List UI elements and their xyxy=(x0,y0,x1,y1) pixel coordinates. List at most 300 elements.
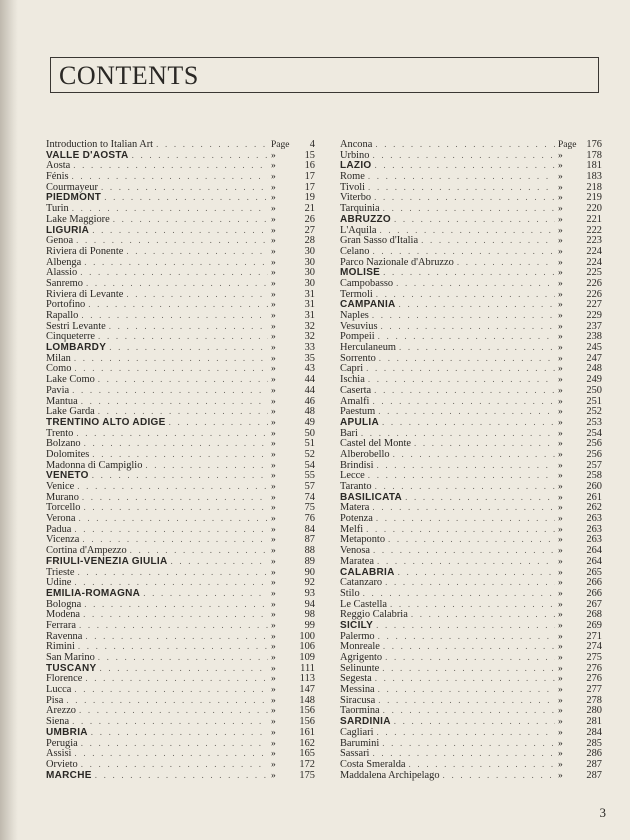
dot-leader xyxy=(399,299,555,310)
toc-entry xyxy=(340,534,602,545)
dot-leader xyxy=(82,492,268,503)
dot-leader xyxy=(74,353,268,364)
toc-entry-separator: » xyxy=(558,257,563,268)
toc-entry-separator: » xyxy=(558,685,563,696)
toc-entry-name: Vesuvius xyxy=(340,320,378,332)
toc-entry-separator: » xyxy=(558,556,563,567)
toc-entry-name: Vicenza xyxy=(46,534,80,546)
toc-region-entry xyxy=(46,470,315,481)
toc-entry-separator: » xyxy=(558,578,563,589)
toc-entry-name: FRIULI-VENEZIA GIULIA xyxy=(46,555,168,567)
dot-leader xyxy=(99,663,268,674)
dot-leader xyxy=(388,534,555,545)
toc-entry-page: 219 xyxy=(586,192,602,204)
dot-leader xyxy=(363,588,555,599)
toc-entry xyxy=(46,214,315,225)
toc-entry-page: 17 xyxy=(304,181,315,193)
toc-entry-page: 275 xyxy=(586,652,602,663)
toc-entry-separator: » xyxy=(271,332,276,343)
toc-entry xyxy=(46,695,315,706)
toc-entry-name: Ancona xyxy=(340,139,373,150)
dot-leader xyxy=(76,428,268,439)
toc-entry xyxy=(340,770,602,781)
dot-leader xyxy=(383,641,555,652)
toc-entry-page: 87 xyxy=(304,534,315,546)
toc-entry xyxy=(46,460,315,471)
toc-entry-separator: » xyxy=(271,631,276,642)
toc-entry-page: 250 xyxy=(586,384,602,396)
toc-entry-name: PIEDMONT xyxy=(46,192,102,204)
toc-entry xyxy=(46,428,315,439)
toc-entry-page: 176 xyxy=(586,139,602,150)
toc-entry-name: Pisa xyxy=(46,694,64,706)
toc-entry-page: 165 xyxy=(299,748,315,760)
toc-entry-page: 26 xyxy=(304,213,315,225)
toc-entry xyxy=(340,278,602,289)
dot-leader xyxy=(113,214,268,225)
toc-entry-name: Milan xyxy=(46,352,71,364)
dot-leader xyxy=(79,705,268,716)
dot-leader xyxy=(72,203,268,214)
toc-entry xyxy=(340,363,602,374)
toc-entry-separator: » xyxy=(271,727,276,738)
dot-leader xyxy=(375,673,555,684)
toc-entry-page: 49 xyxy=(304,416,315,428)
dot-leader xyxy=(378,406,555,417)
toc-entry-name: Genoa xyxy=(46,235,74,247)
toc-entry-separator: » xyxy=(558,717,563,728)
dot-leader xyxy=(84,257,268,268)
toc-entry-name: TRENTINO ALTO ADIGE xyxy=(46,416,166,428)
toc-entry-page: 178 xyxy=(586,149,602,161)
toc-entry-name: Capri xyxy=(340,363,364,375)
toc-entry-name: MOLISE xyxy=(340,267,381,279)
dot-leader xyxy=(95,770,268,781)
toc-entry xyxy=(340,331,602,342)
toc-entry-page: 43 xyxy=(304,363,315,375)
dot-leader xyxy=(72,716,268,727)
toc-entry-name: CALABRIA xyxy=(340,566,395,578)
toc-entry-name: Albenga xyxy=(46,256,82,268)
toc-entry-name: Costa Smeralda xyxy=(340,758,406,770)
toc-entry xyxy=(340,182,602,193)
toc-entry-page: 35 xyxy=(304,352,315,364)
toc-entry-name: Modena xyxy=(46,609,81,621)
toc-entry-name: Fénis xyxy=(46,171,69,183)
toc-entry-name: VALLE D'AOSTA xyxy=(46,149,129,161)
toc-entry-page: 287 xyxy=(586,758,602,770)
toc-entry xyxy=(46,278,315,289)
toc-entry-separator: » xyxy=(271,620,276,631)
toc-entry-name: LAZIO xyxy=(340,160,372,172)
toc-entry-page: 274 xyxy=(586,641,602,653)
toc-entry-page: 175 xyxy=(299,769,315,781)
toc-entry-page: 271 xyxy=(586,630,602,642)
toc-entry-name: EMILIA-ROMAGNA xyxy=(46,587,141,599)
dot-leader xyxy=(405,492,555,503)
toc-entry xyxy=(46,160,315,171)
toc-entry-page: 258 xyxy=(586,470,602,482)
toc-entry-name: Celano xyxy=(340,245,370,257)
dot-leader xyxy=(81,396,268,407)
dot-leader xyxy=(457,257,555,268)
toc-entry xyxy=(340,235,602,246)
dot-leader xyxy=(421,235,555,246)
toc-entry-page: 44 xyxy=(304,374,315,386)
toc-entry xyxy=(46,406,315,417)
toc-entry-page: 218 xyxy=(586,181,602,193)
toc-entry-separator: » xyxy=(271,268,276,279)
toc-entry-separator: » xyxy=(558,471,563,482)
toc-region-entry xyxy=(46,150,315,161)
toc-entry-name: Brindisi xyxy=(340,459,374,471)
dot-leader xyxy=(376,727,555,738)
toc-entry-name: Introduction to Italian Art xyxy=(46,139,154,150)
toc-entry-page: 225 xyxy=(586,267,602,279)
dot-leader xyxy=(72,385,268,396)
toc-entry-separator: » xyxy=(271,717,276,728)
toc-entry-name: Tivoli xyxy=(340,181,366,193)
toc-entry xyxy=(46,599,315,610)
toc-entry-page: 286 xyxy=(586,748,602,760)
toc-entry xyxy=(46,374,315,385)
toc-region-entry xyxy=(340,492,602,503)
toc-entry-page: 183 xyxy=(586,171,602,183)
dot-leader xyxy=(382,738,555,749)
toc-entry-separator: » xyxy=(271,642,276,653)
toc-entry-page: 277 xyxy=(586,684,602,696)
dot-leader xyxy=(378,331,555,342)
toc-entry-separator: » xyxy=(558,385,563,396)
toc-entry-name: Trieste xyxy=(46,566,75,578)
toc-entry-separator: » xyxy=(271,182,276,193)
dot-leader xyxy=(383,267,555,278)
toc-entry-separator: » xyxy=(558,375,563,386)
dot-leader xyxy=(390,599,555,610)
toc-entry xyxy=(340,289,602,300)
dot-leader xyxy=(376,620,555,631)
toc-entry-name: Murano xyxy=(46,491,79,503)
toc-entry xyxy=(340,171,602,182)
toc-entry-separator: » xyxy=(271,524,276,535)
toc-entry-separator: » xyxy=(558,311,563,321)
toc-entry-name: Reggio Calabria xyxy=(340,609,408,621)
toc-entry xyxy=(46,203,315,214)
toc-entry xyxy=(340,257,602,268)
toc-entry-page: 263 xyxy=(586,534,602,546)
dot-leader xyxy=(109,342,268,353)
dot-leader xyxy=(81,759,268,770)
toc-entry-page: 224 xyxy=(586,256,602,268)
toc-entry-page: 93 xyxy=(304,587,315,599)
toc-entry-separator: » xyxy=(558,289,563,300)
toc-entry xyxy=(46,481,315,492)
toc-entry-name: BASILICATA xyxy=(340,491,403,503)
toc-entry-separator: » xyxy=(558,417,563,428)
toc-entry-page: 100 xyxy=(299,630,315,642)
toc-region-entry xyxy=(340,160,602,171)
toc-entry-name: Palermo xyxy=(340,630,375,642)
toc-entry-separator: » xyxy=(558,695,563,706)
toc-entry-separator: » xyxy=(271,439,276,450)
toc-region-entry xyxy=(46,556,315,567)
toc-entry-name: Gran Sasso d'Italia xyxy=(340,235,419,247)
toc-entry-page: 222 xyxy=(586,224,602,236)
toc-entry-name: Sorrento xyxy=(340,352,376,364)
toc-entry xyxy=(340,673,602,684)
toc-entry-page: 33 xyxy=(304,342,315,354)
toc-entry-name: Taormina xyxy=(340,705,380,717)
toc-entry-separator: » xyxy=(558,268,563,279)
toc-entry-page: 111 xyxy=(300,662,315,674)
toc-entry-name: LOMBARDY xyxy=(46,342,107,354)
toc-entry xyxy=(46,331,315,342)
toc-entry-page: 238 xyxy=(586,331,602,343)
toc-entry xyxy=(46,545,315,556)
toc-entry xyxy=(340,738,602,749)
toc-entry-page: 148 xyxy=(299,694,315,706)
page-binding-shadow xyxy=(0,0,18,840)
toc-entry-page: 237 xyxy=(586,320,602,332)
toc-entry xyxy=(340,246,602,257)
toc-entry-separator: » xyxy=(271,460,276,471)
toc-entry xyxy=(340,438,602,449)
toc-entry-page: 75 xyxy=(304,502,315,514)
toc-entry xyxy=(46,182,315,193)
dot-leader xyxy=(376,513,555,524)
toc-entry-separator: » xyxy=(558,620,563,631)
toc-entry-separator: » xyxy=(558,482,563,492)
toc-entry xyxy=(340,652,602,663)
toc-entry-separator: » xyxy=(558,653,563,663)
toc-entry-name: SARDINIA xyxy=(340,716,391,728)
toc-entry xyxy=(340,192,602,203)
toc-entry-page: 285 xyxy=(586,737,602,749)
toc-entry-name: Riviera di Levante xyxy=(46,288,124,300)
toc-entry-name: Siena xyxy=(46,716,70,728)
toc-entry-page: 276 xyxy=(586,662,602,674)
dot-leader xyxy=(98,652,268,663)
dot-leader xyxy=(170,556,268,567)
toc-entry-page: 248 xyxy=(586,363,602,375)
toc-entry-separator: » xyxy=(558,503,563,514)
toc-entry-name: Viterbo xyxy=(340,192,372,204)
toc-region-entry xyxy=(340,620,602,631)
toc-entry xyxy=(340,545,602,556)
toc-entry-name: Caserta xyxy=(340,384,372,396)
toc-entry xyxy=(46,246,315,257)
toc-entry xyxy=(340,310,602,321)
toc-entry-separator: » xyxy=(558,706,563,717)
dot-leader xyxy=(74,748,268,759)
toc-entry xyxy=(46,449,315,460)
toc-entry-separator: » xyxy=(271,407,276,418)
dot-leader xyxy=(366,363,555,374)
dot-leader xyxy=(85,631,268,642)
toc-entry-name: Arezzo xyxy=(46,705,76,717)
toc-entry-page: 223 xyxy=(586,235,602,247)
toc-entry-name: TUSCANY xyxy=(46,662,97,674)
toc-entry-page: 32 xyxy=(304,331,315,343)
toc-entry-page: 31 xyxy=(304,299,315,311)
dot-leader xyxy=(368,374,555,385)
dot-leader xyxy=(376,289,555,300)
toc-entry-name: APULIA xyxy=(340,416,380,428)
toc-entry-separator: » xyxy=(271,471,276,482)
toc-entry xyxy=(46,705,315,716)
dot-leader xyxy=(79,620,268,631)
contents-column-right xyxy=(340,139,602,780)
toc-entry xyxy=(46,438,315,449)
toc-entry-page: 55 xyxy=(304,470,315,482)
toc-entry xyxy=(46,652,315,663)
dot-leader xyxy=(77,481,268,492)
toc-entry-separator: » xyxy=(558,193,563,204)
toc-entry xyxy=(340,577,602,588)
toc-entry-separator: » xyxy=(271,706,276,717)
dot-leader xyxy=(169,417,268,428)
dot-leader xyxy=(377,460,556,471)
toc-entry-name: Courmayeur xyxy=(46,181,98,193)
toc-entry-name: Perugia xyxy=(46,737,78,749)
toc-entry-separator: » xyxy=(271,674,276,685)
toc-entry xyxy=(340,599,602,610)
toc-entry xyxy=(46,235,315,246)
toc-entry-page: 252 xyxy=(586,406,602,418)
toc-entry-page: 181 xyxy=(586,160,602,172)
toc-entry-name: Maddalena Archipelago xyxy=(340,769,440,781)
dot-leader xyxy=(91,727,268,738)
toc-region-entry xyxy=(340,267,602,278)
toc-entry-page: 263 xyxy=(586,523,602,535)
toc-entry-separator: » xyxy=(558,225,563,236)
toc-entry-separator: » xyxy=(558,524,563,535)
toc-entry xyxy=(340,385,602,396)
toc-entry-page: 221 xyxy=(586,213,602,225)
toc-entry-name: Matera xyxy=(340,502,370,514)
toc-entry xyxy=(46,620,315,631)
toc-entry-name: Rapallo xyxy=(46,310,79,321)
dot-leader xyxy=(372,748,555,759)
toc-entry xyxy=(46,748,315,759)
toc-entry-name: Cinqueterre xyxy=(46,331,96,343)
toc-entry-name: Rimini xyxy=(46,641,75,653)
dot-leader xyxy=(83,502,268,513)
toc-entry-separator: » xyxy=(558,300,563,311)
toc-entry-separator: » xyxy=(558,321,563,332)
toc-entry-page: 109 xyxy=(299,652,315,663)
toc-entry-separator: » xyxy=(558,439,563,450)
toc-entry-name: Portofino xyxy=(46,299,86,311)
toc-entry-name: Campobasso xyxy=(340,277,394,289)
dot-leader xyxy=(74,524,268,535)
toc-entry xyxy=(340,631,602,642)
toc-entry-name: Maratea xyxy=(340,555,375,567)
toc-entry-name: Selinunte xyxy=(340,662,380,674)
toc-entry xyxy=(340,641,602,652)
toc-entry xyxy=(340,470,602,481)
toc-entry-name: Parco Nazionale d'Abruzzo xyxy=(340,256,454,268)
dot-leader xyxy=(109,321,268,332)
toc-entry-separator: » xyxy=(558,246,563,257)
toc-entry-page: 156 xyxy=(299,705,315,717)
toc-entry-separator: » xyxy=(271,482,276,492)
toc-entry xyxy=(340,225,602,236)
dot-leader xyxy=(76,235,268,246)
toc-entry-page: 220 xyxy=(586,203,602,215)
toc-entry xyxy=(340,705,602,716)
toc-entry-separator: » xyxy=(271,150,276,161)
toc-entry-page: 27 xyxy=(304,224,315,236)
toc-entry-name: Herculaneum xyxy=(340,342,396,354)
toc-region-entry xyxy=(46,727,315,738)
toc-entry-page: 287 xyxy=(586,769,602,781)
toc-entry-separator: » xyxy=(558,278,563,289)
dot-leader xyxy=(77,567,268,578)
dot-leader xyxy=(74,363,268,374)
dot-leader xyxy=(383,705,555,716)
dot-leader xyxy=(368,182,555,193)
toc-entry xyxy=(340,406,602,417)
toc-entry-name: Bolzano xyxy=(46,438,81,450)
toc-entry-separator: » xyxy=(271,311,276,321)
toc-entry xyxy=(340,748,602,759)
dot-leader xyxy=(394,214,555,225)
dot-leader xyxy=(382,417,555,428)
toc-entry-name: Segesta xyxy=(340,673,372,685)
toc-entry-separator: » xyxy=(558,642,563,653)
dot-leader xyxy=(92,225,268,236)
toc-entry-page: 30 xyxy=(304,277,315,289)
toc-entry-name: Lake Garda xyxy=(46,406,95,418)
toc-entry-separator: » xyxy=(558,514,563,525)
title-box xyxy=(50,57,599,93)
toc-entry xyxy=(46,353,315,364)
dot-leader xyxy=(380,225,556,236)
toc-entry-separator: » xyxy=(271,449,276,460)
toc-entry-separator: Page xyxy=(271,140,290,150)
toc-entry-separator: » xyxy=(271,514,276,525)
toc-entry-page: 263 xyxy=(586,513,602,525)
toc-entry-name: Ischia xyxy=(340,374,365,386)
toc-entry-separator: » xyxy=(271,214,276,225)
toc-entry-separator: » xyxy=(558,535,563,546)
toc-entry-name: Padua xyxy=(46,523,72,535)
toc-entry xyxy=(46,299,315,310)
toc-entry-separator: » xyxy=(271,535,276,546)
toc-entry-separator: » xyxy=(271,599,276,610)
toc-entry-page: 253 xyxy=(586,416,602,428)
toc-entry-separator: » xyxy=(558,449,563,460)
toc-entry-separator: » xyxy=(271,578,276,589)
toc-entry-name: Sestri Levante xyxy=(46,320,106,332)
toc-entry-name: Florence xyxy=(46,673,83,685)
toc-entry-name: Orvieto xyxy=(46,758,78,770)
dot-leader xyxy=(443,770,555,781)
toc-entry-page: 52 xyxy=(304,448,315,460)
toc-entry-page: 74 xyxy=(304,491,315,503)
toc-entry xyxy=(46,385,315,396)
dot-leader xyxy=(374,192,555,203)
toc-entry-name: CAMPANIA xyxy=(340,299,396,311)
toc-entry-page: 278 xyxy=(586,694,602,706)
toc-entry-separator: » xyxy=(558,343,563,354)
toc-entry-page: 266 xyxy=(586,577,602,589)
toc-entry-name: Torcello xyxy=(46,502,81,514)
dot-leader xyxy=(411,609,555,620)
toc-entry xyxy=(46,257,315,268)
toc-entry-name: Dolomites xyxy=(46,448,90,460)
